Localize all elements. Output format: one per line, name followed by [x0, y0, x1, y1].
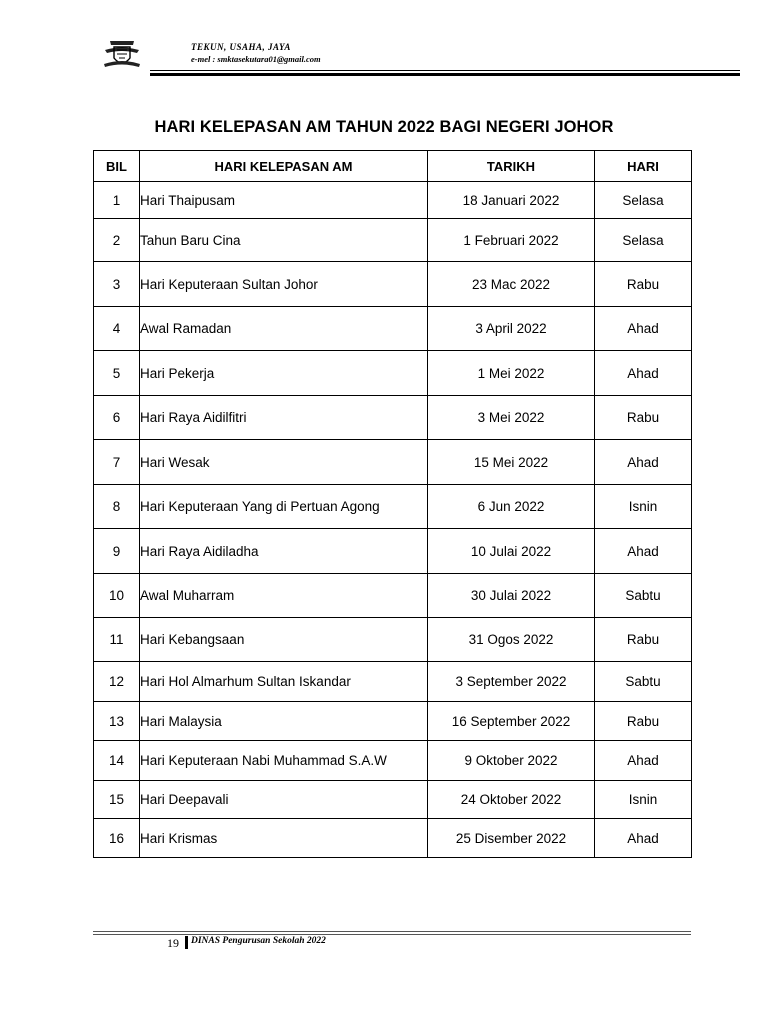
cell-date: 16 September 2022	[428, 702, 595, 741]
table-row	[94, 574, 692, 618]
cell-day: Ahad	[595, 351, 692, 396]
cell-date: 1 Februari 2022	[428, 219, 595, 262]
footer-rule-upper	[93, 931, 691, 932]
holiday-table	[93, 150, 692, 858]
cell-holiday: Hari Hol Almarhum Sultan Iskandar	[140, 662, 428, 702]
cell-holiday: Hari Wesak	[140, 440, 428, 485]
cell-bil: 6	[94, 396, 140, 440]
cell-bil: 3	[94, 262, 140, 307]
header-rule-thick	[150, 73, 740, 76]
cell-bil: 15	[94, 781, 140, 819]
table-row	[94, 618, 692, 662]
cell-bil: 10	[94, 574, 140, 618]
page-title: HARI KELEPASAN AM TAHUN 2022 BAGI NEGERI JOHOR	[154, 118, 614, 136]
table-row	[94, 307, 692, 351]
table-row	[94, 781, 692, 819]
cell-holiday: Hari Thaipusam	[140, 182, 428, 219]
cell-holiday: Hari Kebangsaan	[140, 618, 428, 662]
cell-holiday: Hari Deepavali	[140, 781, 428, 819]
table-row	[94, 819, 692, 858]
cell-date: 25 Disember 2022	[428, 819, 595, 858]
column-header-bil: BIL	[94, 151, 140, 182]
cell-holiday: Awal Ramadan	[140, 307, 428, 351]
cell-bil: 12	[94, 662, 140, 702]
cell-date: 30 Julai 2022	[428, 574, 595, 618]
table-row	[94, 262, 692, 307]
cell-bil: 16	[94, 819, 140, 858]
table-row	[94, 529, 692, 574]
cell-date: 24 Oktober 2022	[428, 781, 595, 819]
cell-bil: 2	[94, 219, 140, 262]
column-header-date: TARIKH	[428, 151, 595, 182]
cell-date: 23 Mac 2022	[428, 262, 595, 307]
school-crest-icon	[102, 38, 142, 70]
page-number: 19	[167, 936, 179, 950]
table-row	[94, 662, 692, 702]
cell-date: 6 Jun 2022	[428, 485, 595, 529]
table-row	[94, 396, 692, 440]
cell-day: Ahad	[595, 741, 692, 781]
cell-day: Ahad	[595, 307, 692, 351]
cell-day: Rabu	[595, 618, 692, 662]
page-header	[0, 0, 768, 80]
cell-holiday: Hari Malaysia	[140, 702, 428, 741]
cell-day: Rabu	[595, 262, 692, 307]
table-row	[94, 440, 692, 485]
table-row	[94, 351, 692, 396]
table-row	[94, 219, 692, 262]
cell-bil: 4	[94, 307, 140, 351]
column-header-holiday: HARI KELEPASAN AM	[140, 151, 428, 182]
cell-day: Ahad	[595, 440, 692, 485]
table-row	[94, 485, 692, 529]
cell-day: Sabtu	[595, 662, 692, 702]
cell-day: Rabu	[595, 702, 692, 741]
footer-separator	[185, 936, 188, 949]
cell-bil: 7	[94, 440, 140, 485]
cell-bil: 8	[94, 485, 140, 529]
cell-day: Ahad	[595, 819, 692, 858]
cell-bil: 11	[94, 618, 140, 662]
table-row	[94, 741, 692, 781]
table-header-row	[94, 151, 692, 182]
school-email: e-mel : smktasekutara01@gmail.com	[191, 54, 321, 64]
cell-date: 3 April 2022	[428, 307, 595, 351]
cell-day: Rabu	[595, 396, 692, 440]
cell-bil: 13	[94, 702, 140, 741]
cell-date: 10 Julai 2022	[428, 529, 595, 574]
footer-text: DINAS Pengurusan Sekolah 2022	[191, 936, 326, 946]
cell-date: 3 September 2022	[428, 662, 595, 702]
page-footer	[0, 925, 768, 965]
cell-day: Isnin	[595, 485, 692, 529]
cell-date: 1 Mei 2022	[428, 351, 595, 396]
footer-rule-lower	[93, 934, 691, 935]
cell-holiday: Hari Raya Aidiladha	[140, 529, 428, 574]
cell-holiday: Hari Keputeraan Sultan Johor	[140, 262, 428, 307]
cell-holiday: Hari Keputeraan Yang di Pertuan Agong	[140, 485, 428, 529]
cell-holiday: Awal Muharram	[140, 574, 428, 618]
cell-day: Ahad	[595, 529, 692, 574]
table-row	[94, 182, 692, 219]
cell-date: 9 Oktober 2022	[428, 741, 595, 781]
cell-bil: 9	[94, 529, 140, 574]
cell-holiday: Hari Keputeraan Nabi Muhammad S.A.W	[140, 741, 428, 781]
cell-day: Isnin	[595, 781, 692, 819]
header-rule-thin	[150, 70, 740, 71]
cell-day: Selasa	[595, 182, 692, 219]
cell-bil: 1	[94, 182, 140, 219]
cell-day: Selasa	[595, 219, 692, 262]
cell-date: 15 Mei 2022	[428, 440, 595, 485]
cell-holiday: Hari Pekerja	[140, 351, 428, 396]
cell-holiday: Hari Krismas	[140, 819, 428, 858]
cell-holiday: Hari Raya Aidilfitri	[140, 396, 428, 440]
cell-date: 31 Ogos 2022	[428, 618, 595, 662]
cell-date: 18 Januari 2022	[428, 182, 595, 219]
table-row	[94, 702, 692, 741]
school-motto: TEKUN, USAHA, JAYA	[191, 42, 291, 52]
cell-date: 3 Mei 2022	[428, 396, 595, 440]
cell-bil: 5	[94, 351, 140, 396]
cell-holiday: Tahun Baru Cina	[140, 219, 428, 262]
cell-day: Sabtu	[595, 574, 692, 618]
cell-bil: 14	[94, 741, 140, 781]
column-header-day: HARI	[595, 151, 692, 182]
